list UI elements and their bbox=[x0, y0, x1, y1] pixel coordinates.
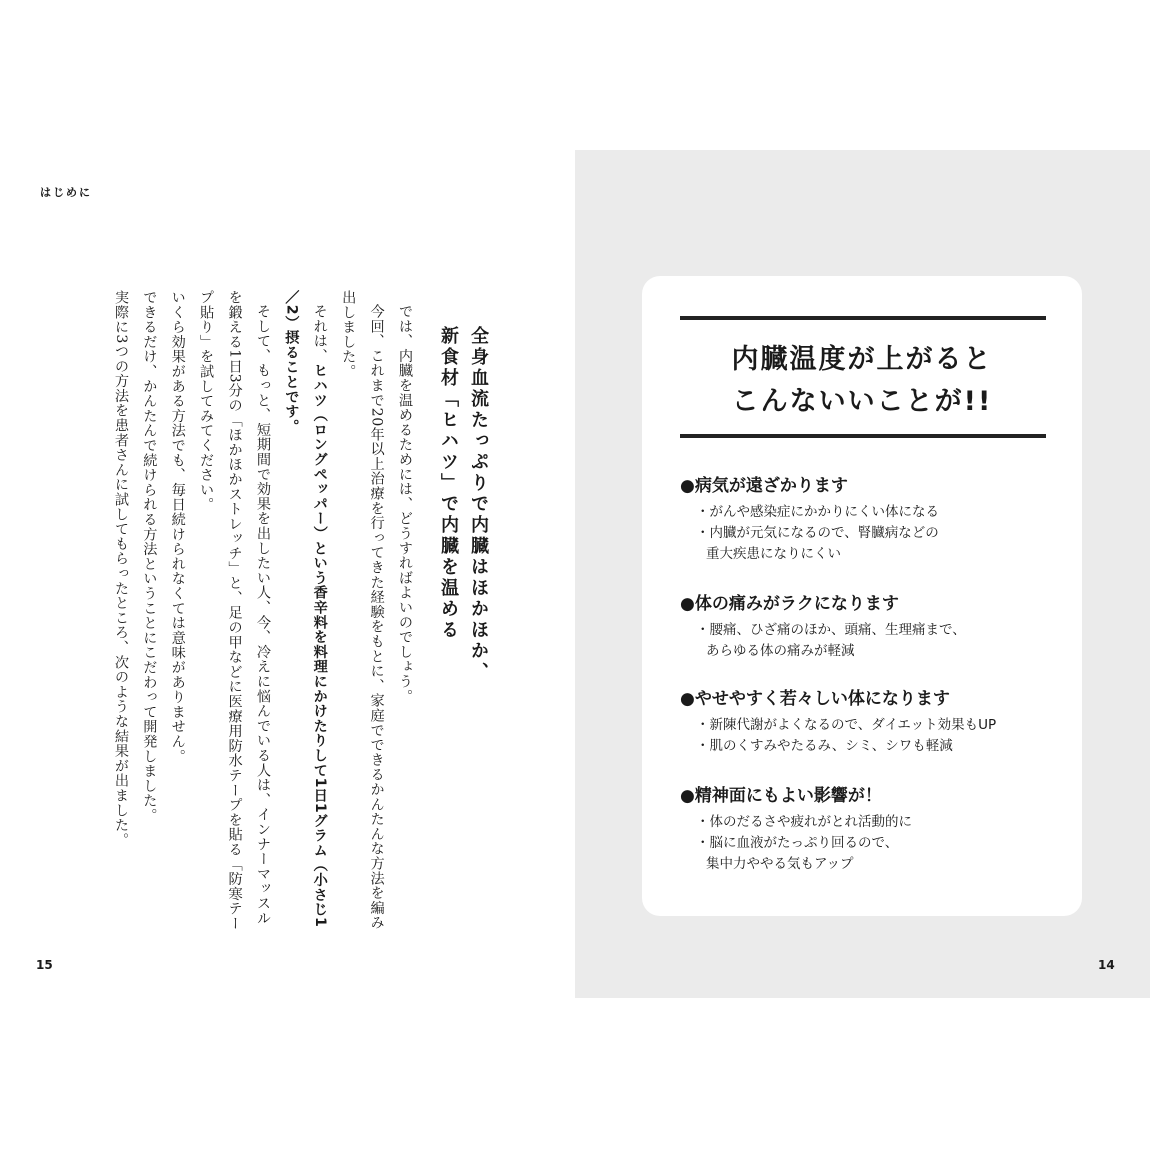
benefits-card bbox=[642, 276, 1082, 916]
benefit-item: 重大疾患になりにくい bbox=[706, 546, 841, 562]
title-rule-bottom bbox=[680, 434, 1046, 438]
headline-line-2: 新食材「ヒハツ」で内臓を温める bbox=[438, 326, 459, 641]
card-title-line-2: こんないいことが!! bbox=[731, 386, 993, 417]
headline-line-1: 全身血流たっぷりで内臓はほかほか、 bbox=[468, 326, 489, 683]
paragraph-3-emphasis: ヒハツ（ロングペッパー）という香辛料を料理にかけたりして1日1グラム（小さじ1／2）摂ることです。 bbox=[283, 290, 328, 928]
paragraph-2: 今回、これまで20年以上治療を行ってきた経験をもとに、家庭でできるかんたんな方法を編み出しました。 bbox=[340, 290, 385, 931]
benefit-heading: ●病気が遠ざかります bbox=[680, 476, 848, 496]
benefit-item: ・内臓が元気になるので、腎臓病などの bbox=[696, 525, 939, 541]
benefit-heading: ●精神面にもよい影響が！ bbox=[680, 786, 882, 806]
card-title-line-1: 内臓温度が上がると bbox=[731, 344, 993, 375]
page-number-left: 15 bbox=[36, 958, 53, 972]
benefit-items bbox=[696, 715, 1060, 757]
paragraph-7: 実際に3つの方法を患者さんに試してもらったところ、次のような結果が出ました。 bbox=[112, 290, 129, 848]
paragraph-6: できるだけ、かんたんで続けられる方法ということにこだわって開発しました。 bbox=[141, 290, 158, 823]
benefit-heading: ●やせやすく若々しい体になります bbox=[680, 689, 950, 709]
benefit-pain bbox=[680, 592, 1060, 662]
benefit-items bbox=[696, 812, 1060, 875]
body-text bbox=[48, 290, 493, 938]
benefit-items bbox=[696, 620, 1060, 662]
benefit-item: ・脳に血液がたっぷり回るので、 bbox=[696, 835, 899, 851]
page-number-right: 14 bbox=[1098, 958, 1115, 972]
benefit-item: あらゆる体の痛みが軽減 bbox=[706, 643, 855, 659]
benefit-item: ・肌のくすみやたるみ、シミ、シワも軽減 bbox=[696, 738, 953, 754]
benefit-item: ・腰痛、ひざ痛のほか、頭痛、生理痛まで、 bbox=[696, 622, 966, 638]
paragraph-1: では、内臓を温めるためには、どうすればよいのでしょう。 bbox=[397, 304, 413, 704]
benefit-item: ・体のだるさや疲れがとれ活動的に bbox=[696, 814, 912, 830]
paragraph-3 bbox=[277, 290, 334, 938]
title-rule-top bbox=[680, 316, 1046, 320]
benefit-mind bbox=[680, 784, 1060, 875]
benefit-body bbox=[680, 687, 1060, 757]
benefit-heading: ●体の痛みがラクになります bbox=[680, 594, 899, 614]
benefit-items bbox=[696, 502, 1060, 565]
paragraph-3-lead: それは、 bbox=[311, 304, 328, 364]
paragraph-5: いくら効果がある方法でも、毎日続けられなくては意味がありません。 bbox=[169, 290, 186, 764]
benefit-disease bbox=[680, 474, 1060, 565]
paragraph-4: そして、もっと、短期間で効果を出したい人、今、冷えに悩んでいる人は、インナーマッスルを鍛える1日3分の「ほかほかストレッチ」と、足の甲などに医療用防水テープを貼る「防寒テープ貼り」を試してみてください。 bbox=[198, 290, 271, 931]
headline bbox=[433, 326, 493, 938]
benefit-item: ・新陳代謝がよくなるので、ダイエット効果もUP bbox=[696, 717, 997, 733]
benefit-item: ・がんや感染症にかかりにくい体になる bbox=[696, 504, 939, 520]
benefit-item: 集中力ややる気もアップ bbox=[706, 856, 854, 872]
running-head: はじめに bbox=[40, 186, 92, 199]
